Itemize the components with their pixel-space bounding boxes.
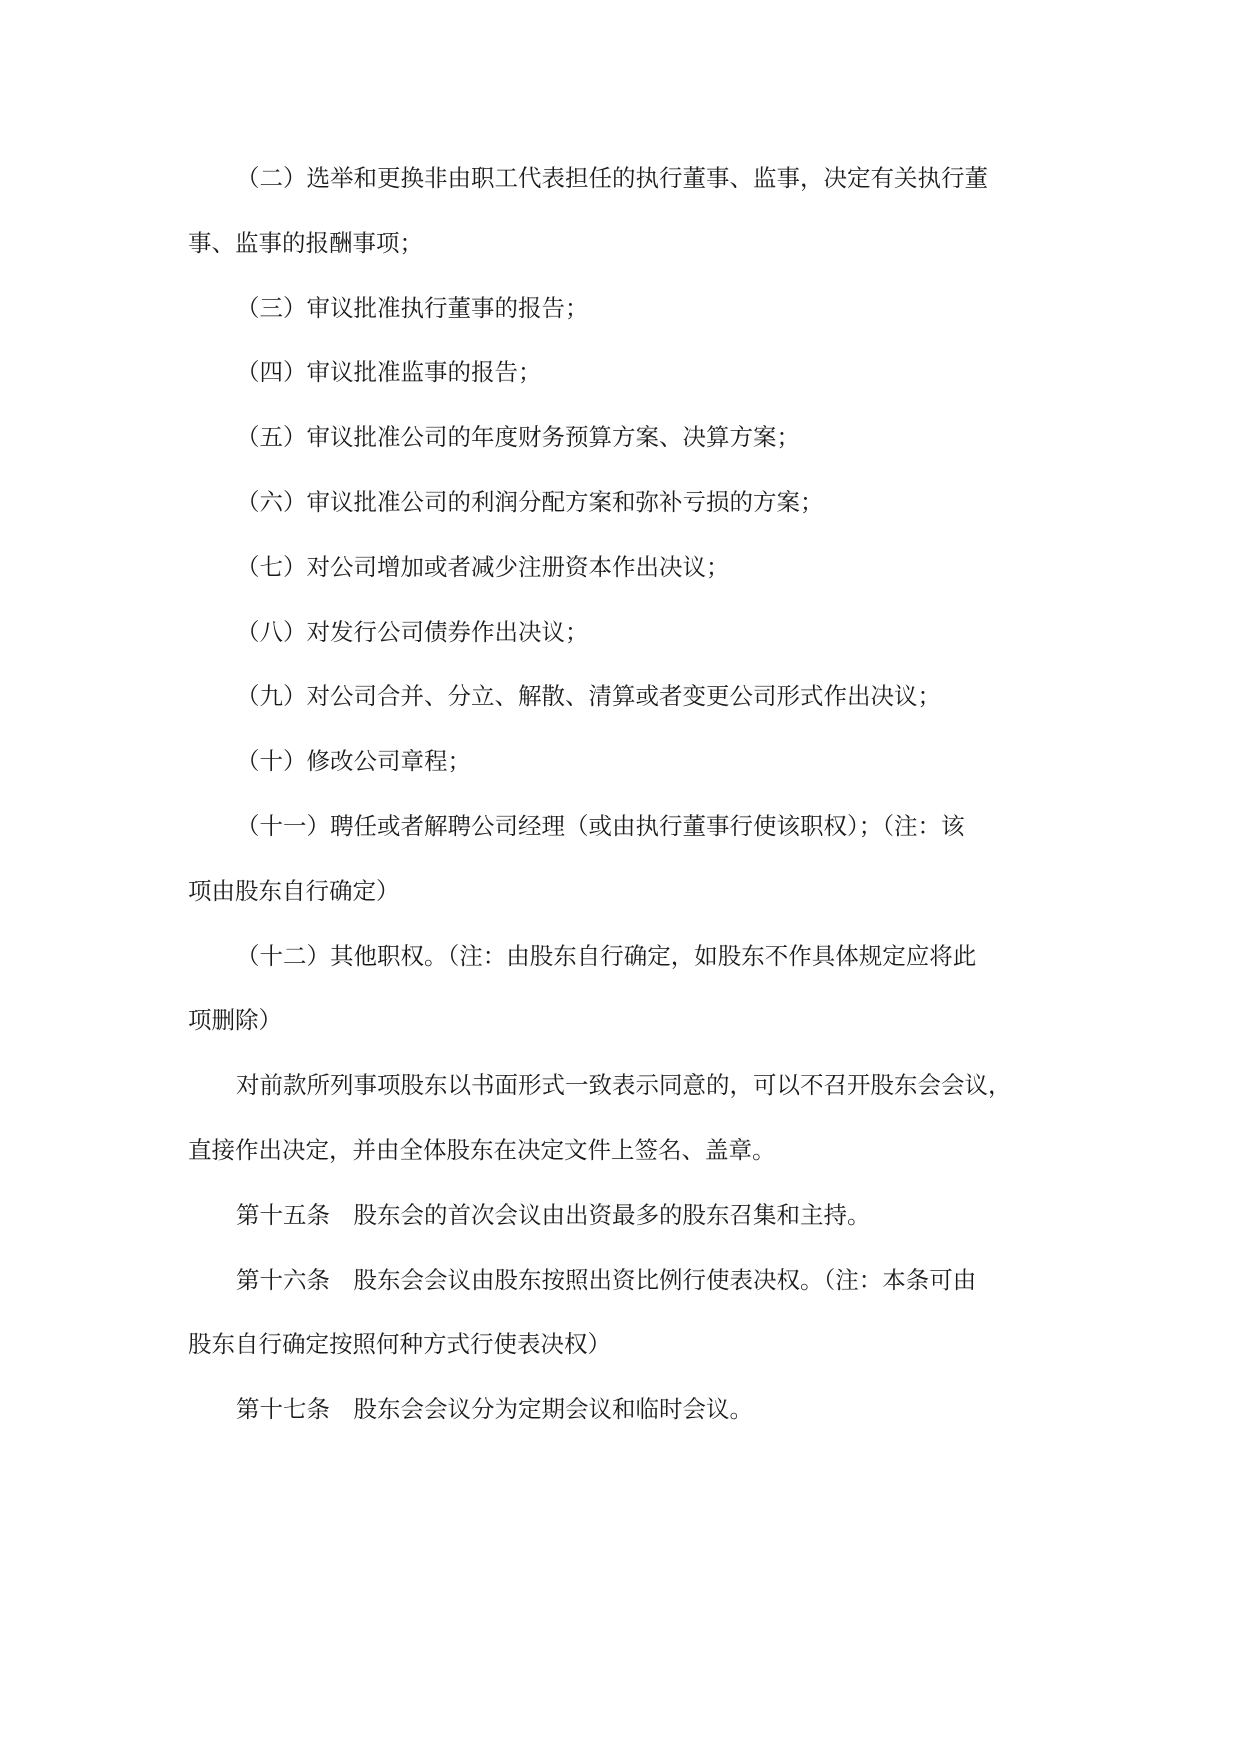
text-line: （九）对公司合并、分立、解散、清算或者变更公司形式作出决议； bbox=[236, 682, 941, 711]
text-line: 对前款所列事项股东以书面形式一致表示同意的，可以不召开股东会会议， bbox=[236, 1071, 1012, 1100]
text-line: （六）审议批准公司的利润分配方案和弥补亏损的方案； bbox=[236, 487, 824, 516]
text-line: （十二）其他职权。（注：由股东自行确定，如股东不作具体规定应将此 bbox=[236, 941, 977, 970]
text-line: （十一）聘任或者解聘公司经理（或由执行董事行使该职权）；（注：该 bbox=[236, 811, 965, 840]
text-line: （八）对发行公司债券作出决议； bbox=[236, 617, 589, 646]
text-line: （四）审议批准监事的报告； bbox=[236, 358, 542, 387]
text-line: （二）选举和更换非由职工代表担任的执行董事、监事，决定有关执行董 bbox=[236, 164, 988, 192]
article-15: 第十五条 股东会的首次会议由出资最多的股东召集和主持。 bbox=[236, 1200, 871, 1229]
article-16: 第十六条 股东会会议由股东按照出资比例行使表决权。（注：本条可由 bbox=[236, 1265, 977, 1294]
text-line: 事、监事的报酬事项； bbox=[188, 228, 423, 257]
document-body bbox=[188, 146, 1052, 1442]
text-line: （十）修改公司章程； bbox=[236, 747, 471, 776]
text-line: （三）审议批准执行董事的报告； bbox=[236, 293, 589, 322]
text-line: 项删除） bbox=[188, 1006, 282, 1035]
text-line: 直接作出决定，并由全体股东在决定文件上签名、盖章。 bbox=[188, 1135, 776, 1164]
article-17: 第十七条 股东会会议分为定期会议和临时会议。 bbox=[236, 1395, 753, 1424]
text-line: （七）对公司增加或者减少注册资本作出决议； bbox=[236, 552, 730, 581]
text-line: 项由股东自行确定） bbox=[188, 876, 400, 905]
text-line: （五）审议批准公司的年度财务预算方案、决算方案； bbox=[236, 423, 800, 452]
text-line: 股东自行确定按照何种方式行使表决权） bbox=[188, 1330, 611, 1359]
